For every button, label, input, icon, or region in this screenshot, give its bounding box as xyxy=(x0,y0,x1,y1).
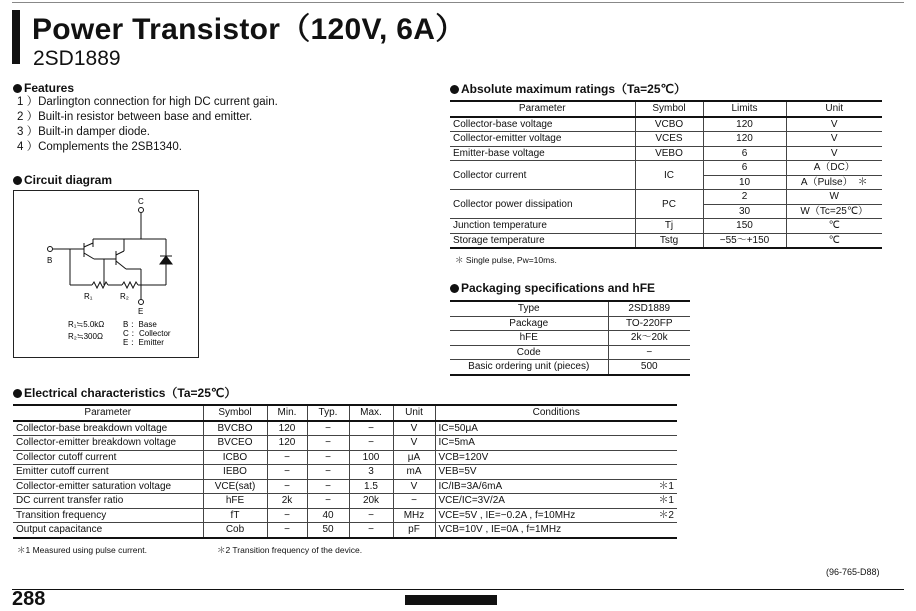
unit-cell: V xyxy=(393,436,435,451)
typ-cell: 40 xyxy=(307,508,349,523)
unit-cell: − xyxy=(393,494,435,509)
r2-label: R₂ xyxy=(120,292,129,301)
symbol-cell: PC xyxy=(635,190,703,219)
value-cell: 2k〜20k xyxy=(608,331,690,346)
param-cell: DC current transfer ratio xyxy=(13,494,203,509)
label-cell: hFE xyxy=(450,331,608,346)
circuit-schematic xyxy=(14,191,198,357)
value-cell: 2SD1889 xyxy=(608,301,690,316)
table-row xyxy=(13,494,677,509)
typ-cell: − xyxy=(307,479,349,494)
col-header: Min. xyxy=(267,405,307,421)
part-number: 2SD1889 xyxy=(33,47,121,70)
feature-item: 3 ）Built-in damper diode. xyxy=(17,126,150,138)
table-row xyxy=(450,301,690,316)
circuit-diagram xyxy=(13,190,199,358)
table-row xyxy=(450,345,690,360)
label-cell: Code xyxy=(450,345,608,360)
note-ref-cell xyxy=(647,436,677,451)
conditions-cell: VEB=5V xyxy=(435,465,647,480)
typ-cell: − xyxy=(307,494,349,509)
typ-cell: 50 xyxy=(307,523,349,538)
symbol-cell: hFE xyxy=(203,494,267,509)
conditions-cell: VCB=10V , IE=0A , f=1MHz xyxy=(435,523,647,538)
limit-cell: −55〜+150 xyxy=(703,233,786,248)
unit-cell: mA xyxy=(393,465,435,480)
max-cell: 100 xyxy=(349,450,393,465)
conditions-cell: VCE=5V , IE=−0.2A , f=10MHz xyxy=(435,508,647,523)
r1-value: R₁≒5.0kΩ xyxy=(68,320,105,329)
max-cell: 20k xyxy=(349,494,393,509)
table-row xyxy=(450,161,882,176)
abs-max-table xyxy=(450,100,882,249)
col-header: Parameter xyxy=(13,405,203,421)
table-header-row xyxy=(450,101,882,117)
electrical-heading: Electrical characteristics（Ta=25℃） xyxy=(13,384,236,401)
symbol-cell: fT xyxy=(203,508,267,523)
col-header: Unit xyxy=(786,101,882,117)
param-cell: Collector-emitter voltage xyxy=(450,132,635,147)
unit-cell: V xyxy=(786,146,882,161)
param-cell: Collector-emitter breakdown voltage xyxy=(13,436,203,451)
pin-c-label: C xyxy=(138,197,144,206)
min-cell: − xyxy=(267,508,307,523)
top-rule xyxy=(12,2,904,3)
table-row xyxy=(13,421,677,436)
r1-label: R₁ xyxy=(84,292,93,301)
unit-cell: V xyxy=(393,421,435,436)
table-row xyxy=(450,331,690,346)
limit-cell: 150 xyxy=(703,219,786,234)
param-cell: Emitter-base voltage xyxy=(450,146,635,161)
table-row xyxy=(13,523,677,538)
table-row xyxy=(13,479,677,494)
note-ref-cell xyxy=(647,523,677,538)
unit-cell: μA xyxy=(393,450,435,465)
doc-code: (96-765-D88) xyxy=(826,567,880,577)
col-header: Unit xyxy=(393,405,435,421)
param-cell: Emitter cutoff current xyxy=(13,465,203,480)
typ-cell: − xyxy=(307,421,349,436)
symbol-cell: IEBO xyxy=(203,465,267,480)
unit-cell: ℃ xyxy=(786,219,882,234)
max-cell: − xyxy=(349,508,393,523)
bullet-icon xyxy=(450,284,459,293)
table-row xyxy=(450,190,882,205)
conditions-cell: IC=50μA xyxy=(435,421,647,436)
unit-cell: pF xyxy=(393,523,435,538)
min-cell: − xyxy=(267,479,307,494)
min-cell: 2k xyxy=(267,494,307,509)
note-ref-cell xyxy=(647,421,677,436)
param-cell: Transition frequency xyxy=(13,508,203,523)
table-row xyxy=(450,117,882,132)
pin-e-label: E xyxy=(138,307,144,316)
typ-cell: − xyxy=(307,450,349,465)
table-header-row xyxy=(13,405,677,421)
label-cell: Package xyxy=(450,316,608,331)
circuit-heading: Circuit diagram xyxy=(13,173,112,187)
abs-max-note: ＊ Single pulse, Pw=10ms. xyxy=(455,255,557,265)
bullet-icon xyxy=(450,85,459,94)
typ-cell: − xyxy=(307,465,349,480)
note-ref-cell xyxy=(647,465,677,480)
bullet-icon xyxy=(13,389,22,398)
conditions-cell: IC=5mA xyxy=(435,436,647,451)
limit-cell: 2 xyxy=(703,190,786,205)
param-cell: Junction temperature xyxy=(450,219,635,234)
symbol-cell: VEBO xyxy=(635,146,703,161)
brand-logo xyxy=(405,595,497,605)
table-row xyxy=(13,508,677,523)
min-cell: − xyxy=(267,450,307,465)
limit-cell: 120 xyxy=(703,132,786,147)
table-row xyxy=(450,316,690,331)
features-heading: Features xyxy=(13,81,74,95)
param-cell: Collector-base breakdown voltage xyxy=(13,421,203,436)
symbol-cell: ICBO xyxy=(203,450,267,465)
note-ref-cell xyxy=(647,450,677,465)
col-header: Conditions xyxy=(435,405,677,421)
param-cell: Collector-emitter saturation voltage xyxy=(13,479,203,494)
param-cell: Storage temperature xyxy=(450,233,635,248)
max-cell: − xyxy=(349,523,393,538)
limit-cell: 10 xyxy=(703,175,786,190)
electrical-note-2: ＊2 Transition frequency of the device. xyxy=(217,545,363,555)
abs-max-heading: Absolute maximum ratings（Ta=25℃） xyxy=(450,80,686,97)
table-row xyxy=(450,132,882,147)
value-cell: − xyxy=(608,345,690,360)
r2-value: R₂≒300Ω xyxy=(68,332,103,341)
limit-cell: 120 xyxy=(703,117,786,132)
min-cell: 120 xyxy=(267,436,307,451)
table-row xyxy=(13,436,677,451)
max-cell: 1.5 xyxy=(349,479,393,494)
limit-cell: 6 xyxy=(703,161,786,176)
max-cell: 3 xyxy=(349,465,393,480)
packaging-heading: Packaging specifications and hFE xyxy=(450,281,655,295)
pin-legend-collector: C ：Collector xyxy=(123,329,171,338)
limit-cell: 6 xyxy=(703,146,786,161)
max-cell: − xyxy=(349,436,393,451)
table-row xyxy=(450,360,690,375)
min-cell: 120 xyxy=(267,421,307,436)
limit-cell: 30 xyxy=(703,204,786,219)
unit-cell: V xyxy=(786,117,882,132)
unit-cell: A（Pulse） ＊ xyxy=(786,175,882,190)
page-title: Power Transistor（120V, 6A） xyxy=(32,13,466,46)
col-header: Symbol xyxy=(635,101,703,117)
page-number: 288 xyxy=(12,588,46,610)
packaging-table xyxy=(450,300,690,376)
feature-item: 1 ）Darlington connection for high DC current gain. xyxy=(17,96,278,108)
min-cell: − xyxy=(267,465,307,480)
param-cell: Collector-base voltage xyxy=(450,117,635,132)
symbol-cell: VCES xyxy=(635,132,703,147)
electrical-table xyxy=(13,404,677,539)
note-ref-cell: ＊2 xyxy=(647,508,677,523)
table-row xyxy=(450,233,882,248)
pin-b-label: B xyxy=(47,256,53,265)
symbol-cell: BVCEO xyxy=(203,436,267,451)
unit-cell: MHz xyxy=(393,508,435,523)
table-row xyxy=(450,146,882,161)
unit-cell: ℃ xyxy=(786,233,882,248)
conditions-cell: IC/IB=3A/6mA xyxy=(435,479,647,494)
table-row xyxy=(13,465,677,480)
features-list xyxy=(17,95,278,155)
electrical-note-1: ＊1 Measured using pulse current. xyxy=(17,545,147,555)
col-header: Max. xyxy=(349,405,393,421)
param-cell: Collector power dissipation xyxy=(450,190,635,219)
bullet-icon xyxy=(13,84,22,93)
symbol-cell: Cob xyxy=(203,523,267,538)
note-ref-cell: ＊1 xyxy=(647,479,677,494)
typ-cell: − xyxy=(307,436,349,451)
value-cell: TO-220FP xyxy=(608,316,690,331)
col-header: Parameter xyxy=(450,101,635,117)
symbol-cell: Tstg xyxy=(635,233,703,248)
label-cell: Basic ordering unit (pieces) xyxy=(450,360,608,375)
symbol-cell: VCBO xyxy=(635,117,703,132)
max-cell: − xyxy=(349,421,393,436)
col-header: Typ. xyxy=(307,405,349,421)
pin-legend-base: B ：Base xyxy=(123,320,157,329)
min-cell: − xyxy=(267,523,307,538)
unit-cell: V xyxy=(393,479,435,494)
pin-legend-emitter: E ：Emitter xyxy=(123,338,164,347)
unit-cell: A（DC） xyxy=(786,161,882,176)
feature-item: 2 ）Built-in resistor between base and emitter. xyxy=(17,111,253,123)
symbol-cell: VCE(sat) xyxy=(203,479,267,494)
unit-cell: W（Tc=25℃） xyxy=(786,204,882,219)
param-cell: Collector cutoff current xyxy=(13,450,203,465)
note-ref-cell: ＊1 xyxy=(647,494,677,509)
table-row xyxy=(450,219,882,234)
unit-cell: W xyxy=(786,190,882,205)
col-header: Limits xyxy=(703,101,786,117)
unit-cell: V xyxy=(786,132,882,147)
label-cell: Type xyxy=(450,301,608,316)
symbol-cell: BVCBO xyxy=(203,421,267,436)
symbol-cell: IC xyxy=(635,161,703,190)
bullet-icon xyxy=(13,176,22,185)
col-header: Symbol xyxy=(203,405,267,421)
footer-rule xyxy=(12,589,904,590)
param-cell: Output capacitance xyxy=(13,523,203,538)
table-row xyxy=(13,450,677,465)
param-cell: Collector current xyxy=(450,161,635,190)
symbol-cell: Tj xyxy=(635,219,703,234)
conditions-cell: VCE/IC=3V/2A xyxy=(435,494,647,509)
title-bar xyxy=(12,10,20,64)
feature-item: 4 ）Complements the 2SB1340. xyxy=(17,141,182,153)
conditions-cell: VCB=120V xyxy=(435,450,647,465)
value-cell: 500 xyxy=(608,360,690,375)
